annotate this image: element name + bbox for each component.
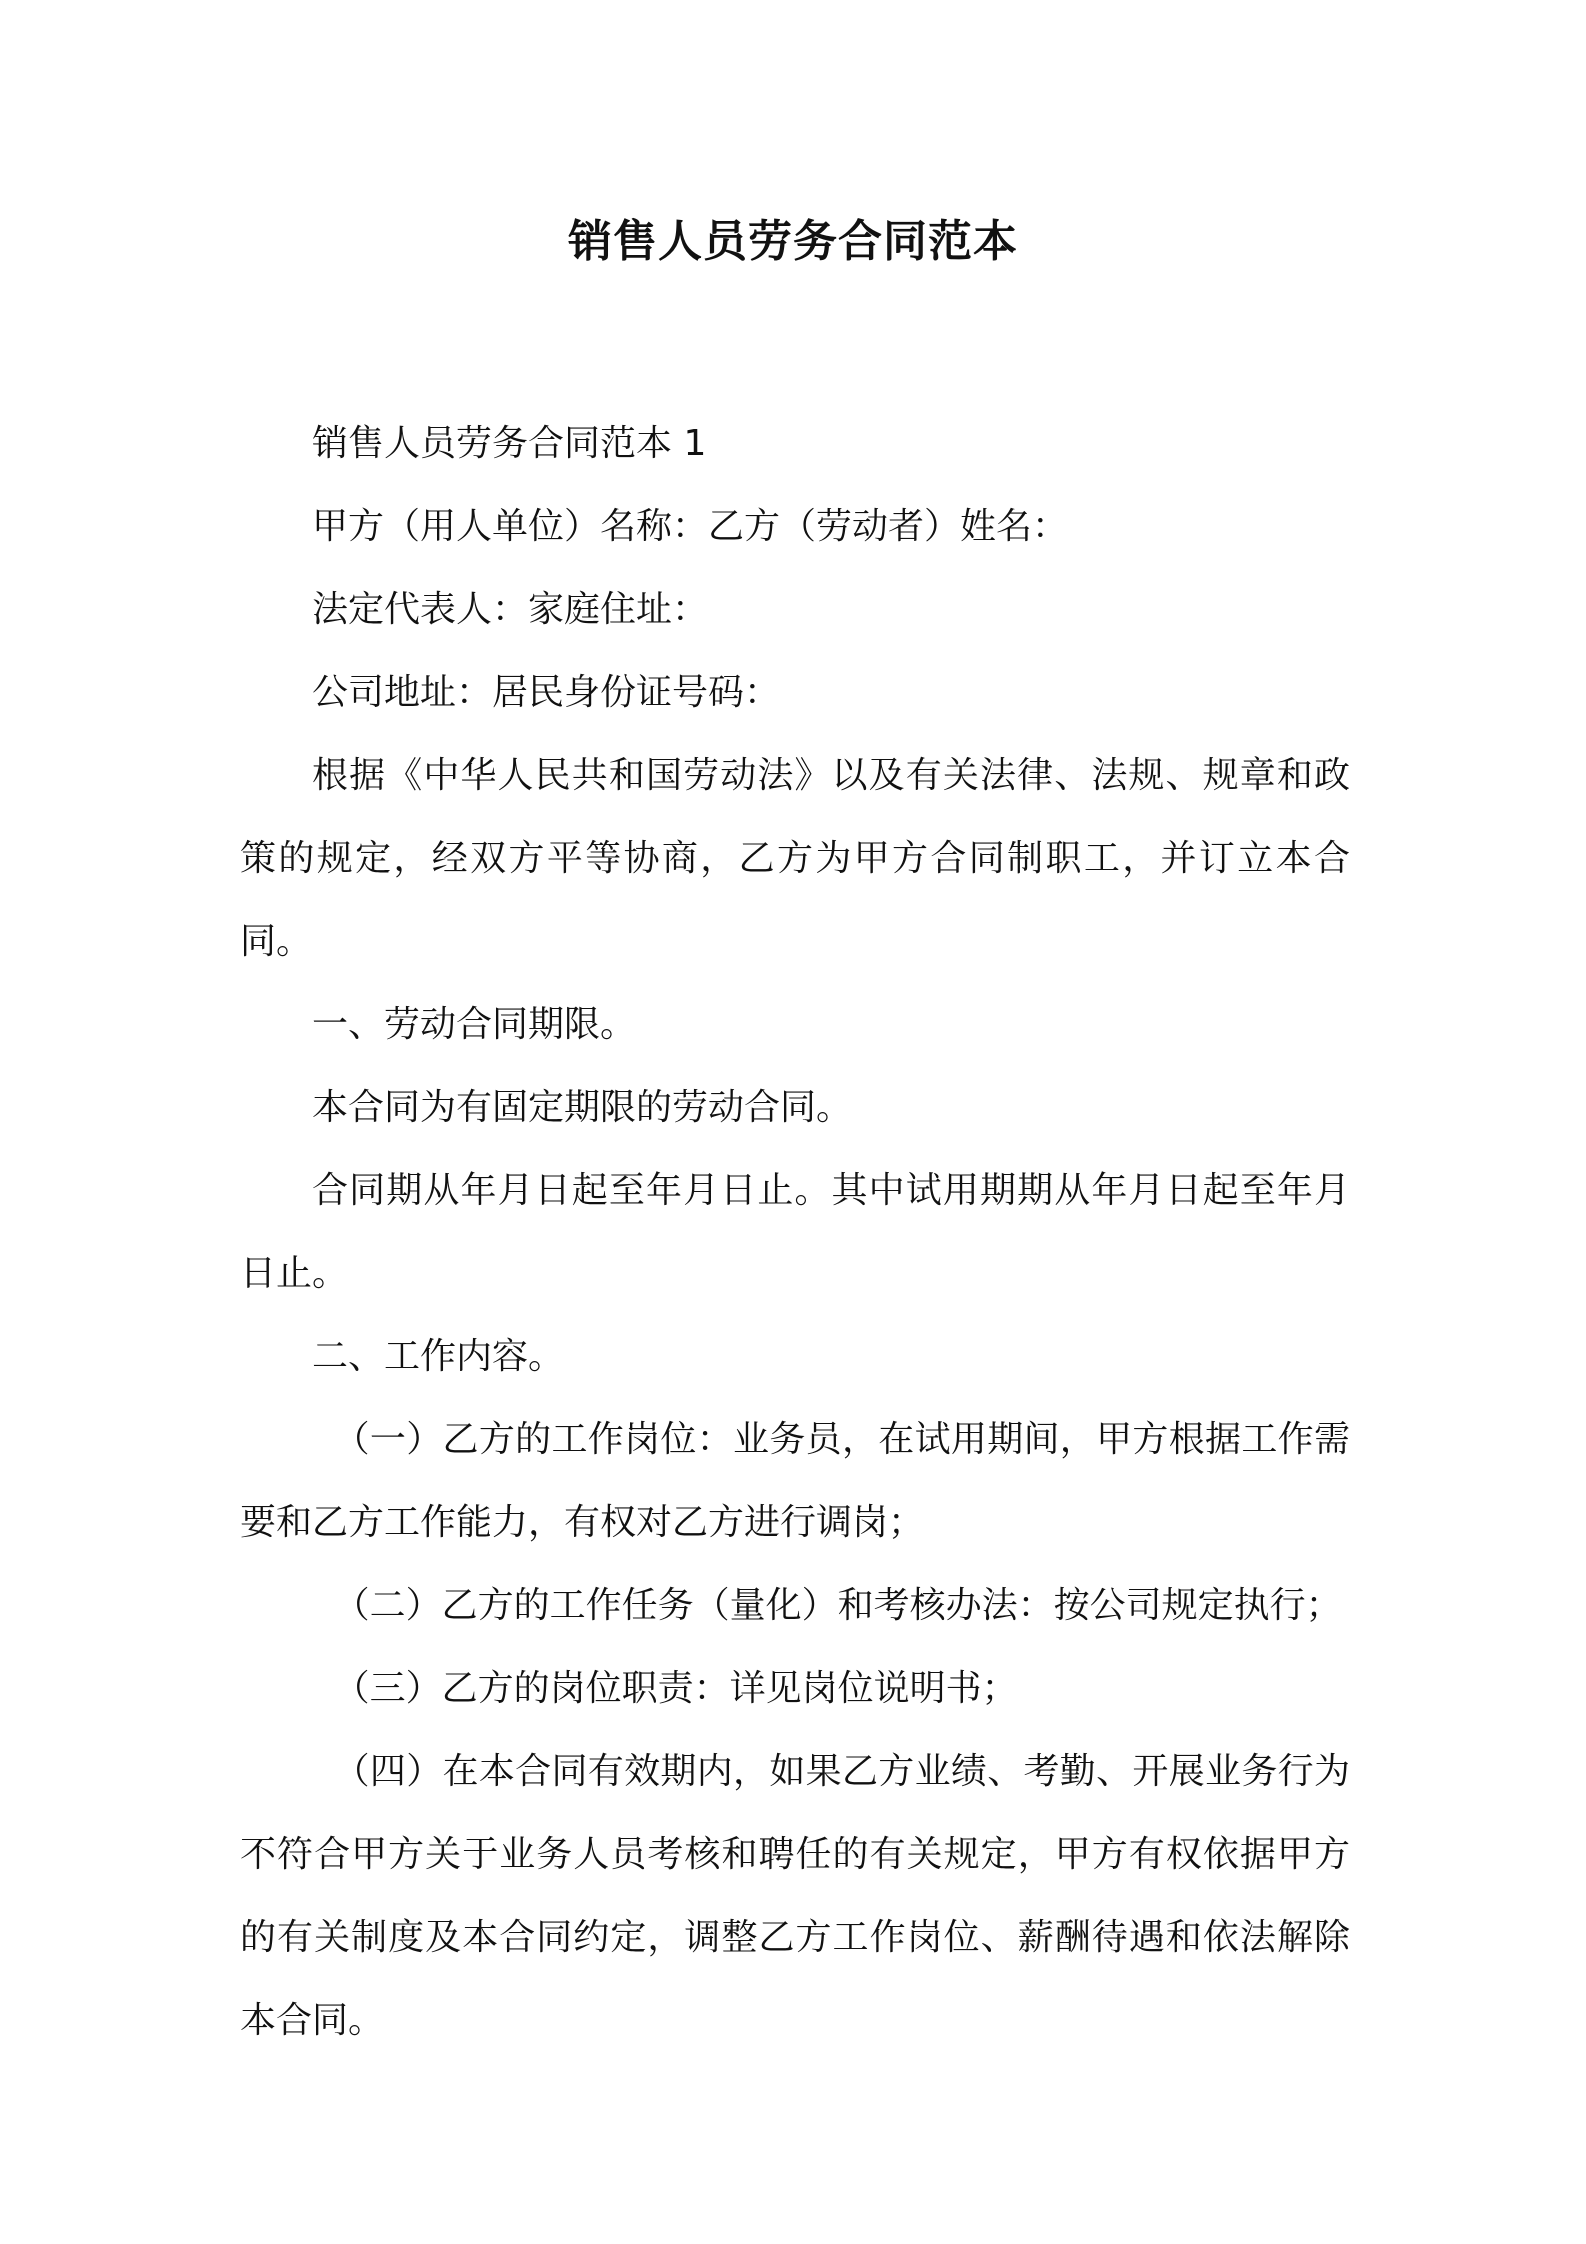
paragraph-contract-type: 本合同为有固定期限的劳动合同。: [312, 1087, 853, 1128]
section-heading-work: 二、工作内容。: [312, 1336, 565, 1377]
paragraph-representative: 法定代表人：家庭住址：: [312, 589, 709, 630]
clause-work-position: （一）乙方的工作岗位：业务员，在试用期间，甲方根据工作需要和乙方工作能力，有权对乙方进行调岗；: [240, 1419, 1350, 1543]
clause-job-duties: （三）乙方的岗位职责：详见岗位说明书；: [333, 1668, 1018, 1709]
clause-work-task: （二）乙方的工作任务（量化）和考核办法：按公司规定执行；: [333, 1585, 1342, 1626]
clause-adjustment: （四）在本合同有效期内，如果乙方业绩、考勤、开展业务行为不符合甲方关于业务人员考核和聘任的有关规定，甲方有权依据甲方的有关制度及本合同约定，调整乙方工作岗位、薪酬待遇和依法解除本合同。: [240, 1751, 1350, 2041]
document-title: 销售人员劳务合同范本: [568, 216, 1018, 267]
paragraph-heading: 销售人员劳务合同范本 1: [312, 423, 707, 464]
section-heading-term: 一、劳动合同期限。: [312, 1004, 637, 1045]
paragraph-party-names: 甲方（用人单位）名称：乙方（劳动者）姓名：: [312, 506, 1069, 547]
document-body: [240, 402, 1350, 2062]
paragraph-address: 公司地址：居民身份证号码：: [312, 672, 781, 713]
paragraph-contract-period: 合同期从年月日起至年月日止。其中试用期期从年月日起至年月日止。: [240, 1170, 1350, 1294]
paragraph-legal-basis: 根据《中华人民共和国劳动法》以及有关法律、法规、规章和政策的规定，经双方平等协商，乙方为甲方合同制职工，并订立本合同。: [240, 755, 1350, 962]
